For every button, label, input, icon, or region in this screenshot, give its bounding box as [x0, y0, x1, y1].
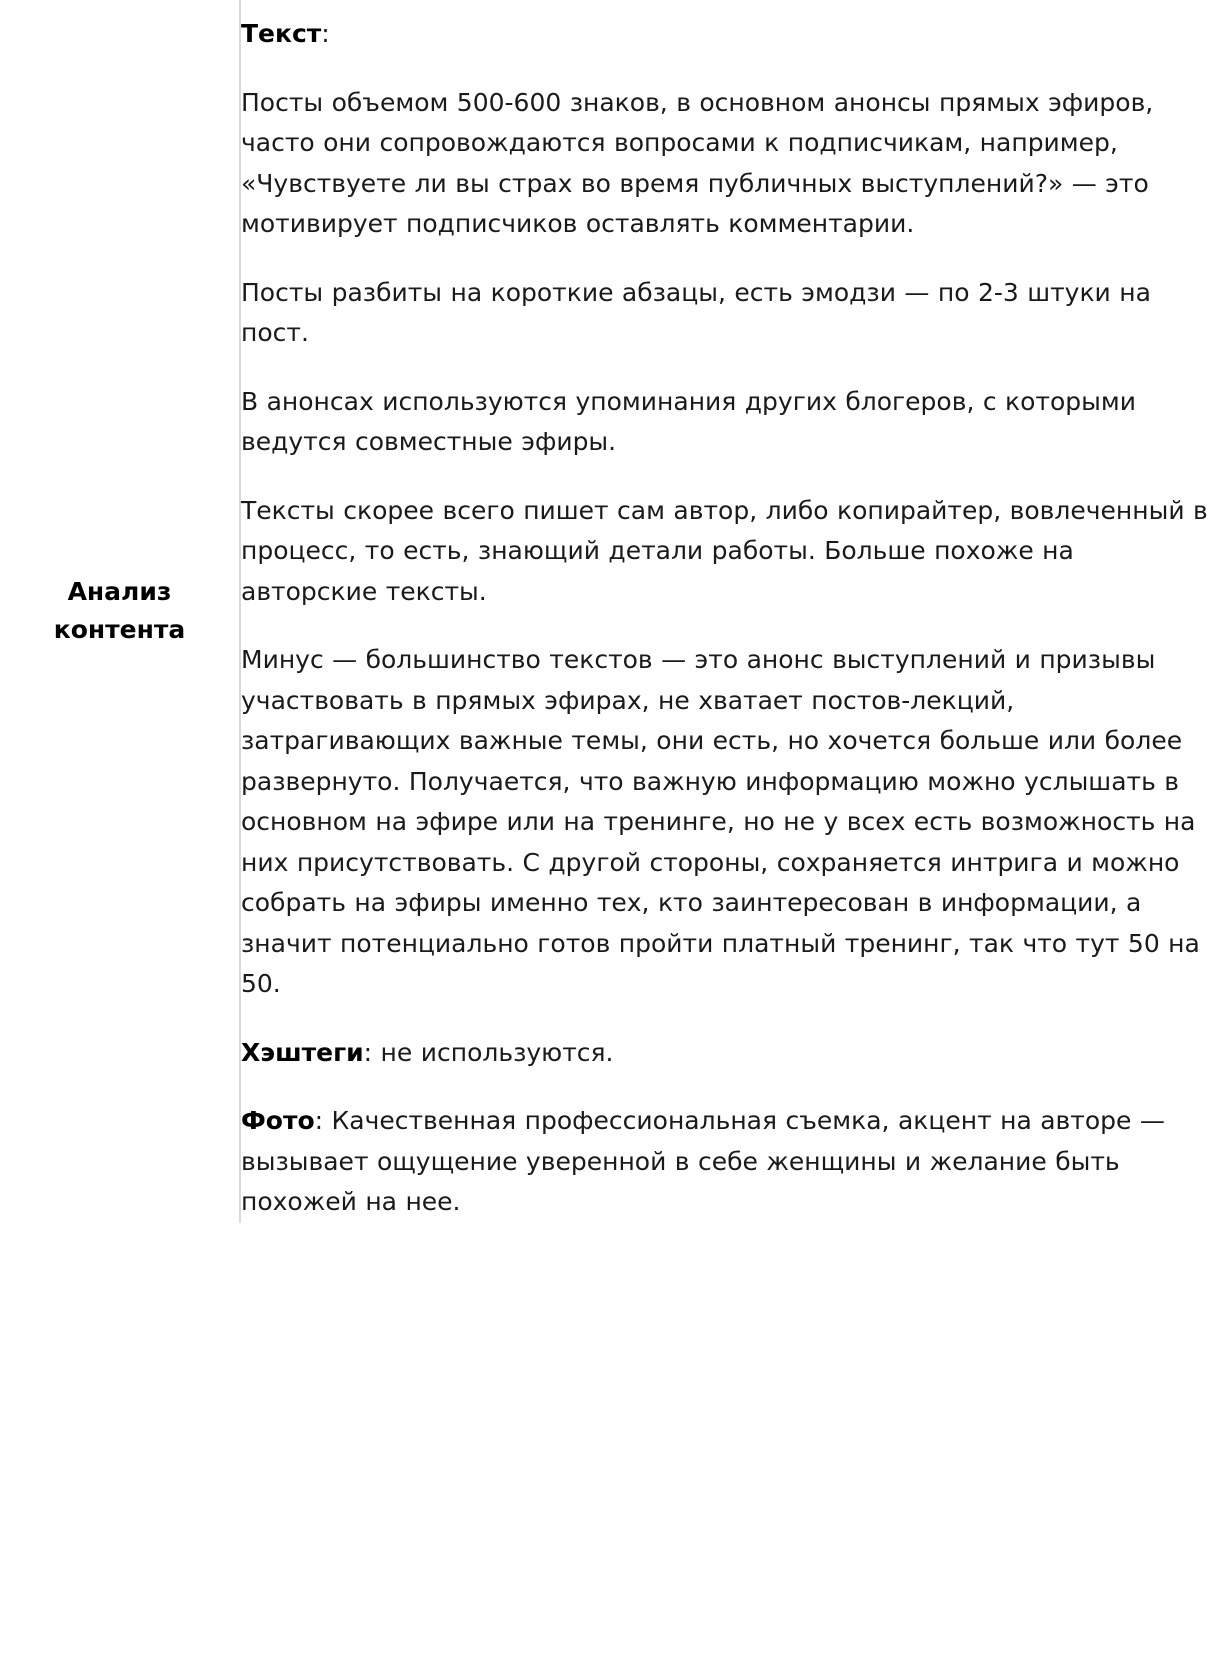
row-content-cell — [240, 0, 1217, 1223]
paragraph-photo — [241, 1101, 1217, 1223]
paragraph-text-heading — [241, 14, 1217, 55]
row-label-line-2: контента — [53, 615, 186, 645]
paragraph-post-volume: Посты объемом 500-600 знаков, в основном анонсы прямых эфиров, часто они сопровождаются вопросами к подписчикам, например, «Чувствуете ли вы страх во время публичных выступлений?» — это мотивирует подписчиков оставлять комментарии. — [241, 87, 1154, 238]
hashtags-lead-suffix: : — [363, 1037, 373, 1067]
hashtags-text: не используются. — [372, 1037, 614, 1067]
photo-lead: Фото — [241, 1106, 315, 1135]
paragraph-lead-suffix: : — [321, 19, 330, 48]
row-label-cell — [0, 0, 240, 1223]
paragraph-lead: Текст — [241, 19, 322, 48]
paragraph-hashtags — [241, 1033, 1217, 1074]
photo-lead-suffix: : — [314, 1106, 324, 1135]
paragraph-authorship: Тексты скорее всего пишет сам автор, либо копирайтер, вовлеченный в процесс, то есть, знающий детали работы. Больше похоже на авторские тексты. — [241, 495, 1208, 606]
photo-text: Качественная профессиональная съемка, акцент на авторе — вызывает ощущение уверенной в себе женщины и желание быть похожей на нее. — [241, 1106, 1165, 1216]
hashtags-lead: Хэштеги — [241, 1037, 364, 1067]
paragraph-blogger-mentions: В анонсах используются упоминания других блогеров, с которыми ведутся совместные эфиры. — [241, 386, 1137, 456]
paragraph-paragraph-structure: Посты разбиты на короткие абзацы, есть эмодзи — по 2-3 штуки на пост. — [241, 277, 1151, 347]
paragraph-minus: Минус — большинство текстов — это анонс выступлений и призывы участвовать в прямых эфирах, не хватает постов-лекций, затрагивающих важные темы, они есть, но хочется больше или более развернуто. Получается, что важную информацию можно услышать в основном на эфире или на тренинге, но не у всех есть возможность на них присутствовать. С другой стороны, сохраняется интрига и можно собрать на эфиры именно тех, кто заинтересован в информации, а значит потенциально готов пройти платный тренинг, так что тут 50 на 50. — [241, 645, 1200, 998]
row-label-line-1: Анализ — [67, 576, 172, 606]
content-body — [241, 0, 1217, 1223]
